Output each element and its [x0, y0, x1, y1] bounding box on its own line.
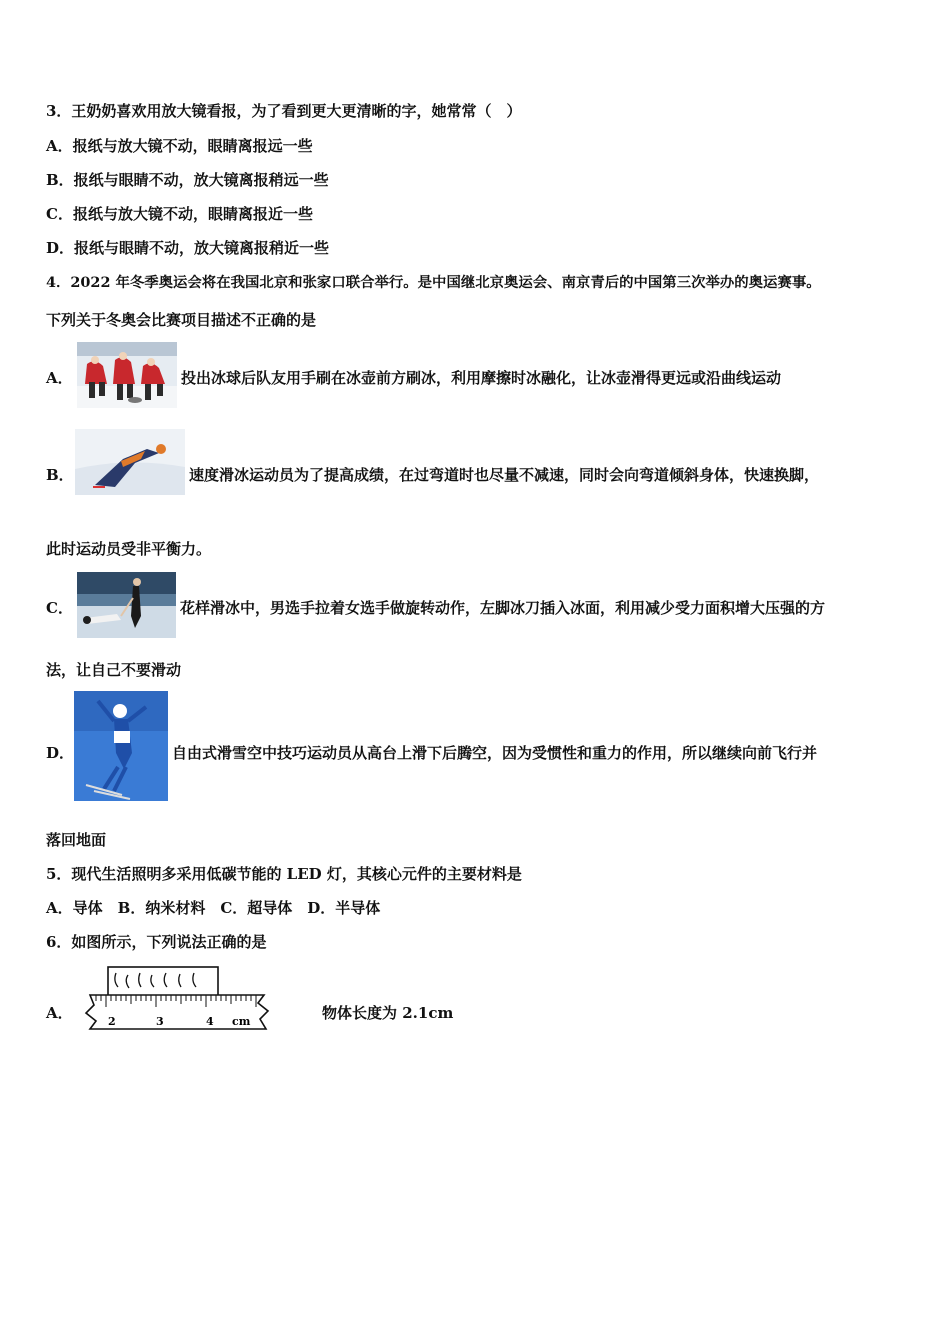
- speed-skating-photo: [75, 429, 185, 495]
- q4-option-d-continuation: 落回地面: [46, 831, 107, 849]
- figure-skating-photo: [77, 572, 176, 638]
- q4-stem-line2: 下列关于冬奥会比赛项目描述不正确的是: [46, 311, 317, 329]
- ruler-tick-label-2: 2: [108, 1015, 116, 1028]
- q4-option-c-text: 花样滑冰中，男选手拉着女选手做旋转动作，左脚冰刀插入冰面，利用减少受力面积增大压强的方: [180, 599, 826, 617]
- q3-option-a: A．报纸与放大镜不动，眼睛离报远一些: [46, 137, 313, 155]
- q4-option-b-continuation: 此时运动员受非平衡力。: [46, 540, 212, 558]
- ruler-tick-label-3: 3: [156, 1015, 164, 1028]
- aerial-skiing-photo: [74, 691, 168, 801]
- ruler-tick-label-4: 4: [206, 1015, 214, 1028]
- q6-option-a-letter: A．: [46, 1004, 73, 1022]
- q4-option-c-letter: C．: [46, 599, 73, 617]
- curling-photo: [77, 342, 177, 408]
- q6-stem: 6．如图所示，下列说法正确的是: [46, 933, 267, 951]
- q3-stem: 3．王奶奶喜欢用放大镜看报，为了看到更大更清晰的字，她常常（ ）: [46, 102, 522, 120]
- q5-stem: 5．现代生活照明多采用低碳节能的 LED 灯，其核心元件的主要材料是: [46, 865, 522, 883]
- q6-option-a-text: 物体长度为 2.1cm: [322, 1004, 454, 1022]
- q4-option-b-text: 速度滑冰运动员为了提高成绩，在过弯道时也尽量不减速，同时会向弯道倾斜身体，快速换脚，: [189, 466, 820, 484]
- ruler-diagram: [82, 965, 272, 1037]
- q4-option-b-letter: B．: [46, 466, 74, 484]
- q5-options: A．导体 B．纳米材料 C．超导体 D．半导体: [46, 899, 381, 917]
- q4-stem-line1: 4．2022 年冬季奥运会将在我国北京和张家口联合举行。是中国继北京奥运会、南京青后的中国第三次举办的奥运赛事。: [46, 274, 821, 291]
- q4-option-d-text: 自由式滑雪空中技巧运动员从高台上滑下后腾空，因为受惯性和重力的作用，所以继续向前飞行并: [172, 744, 818, 762]
- q4-option-c-continuation: 法，让自己不要滑动: [46, 661, 182, 679]
- q3-option-b: B．报纸与眼睛不动，放大镜离报稍远一些: [46, 171, 329, 189]
- q4-option-a-letter: A．: [46, 369, 73, 387]
- q3-option-d: D．报纸与眼睛不动，放大镜离报稍近一些: [46, 239, 330, 257]
- q3-option-c: C．报纸与放大镜不动，眼睛离报近一些: [46, 205, 313, 223]
- ruler-unit-label: cm: [232, 1015, 251, 1028]
- q4-option-d-letter: D．: [46, 744, 75, 762]
- q4-option-a-text: 投出冰球后队友用手刷在冰壶前方刷冰，利用摩擦时冰融化，让冰壶滑得更远或沿曲线运动: [181, 369, 782, 387]
